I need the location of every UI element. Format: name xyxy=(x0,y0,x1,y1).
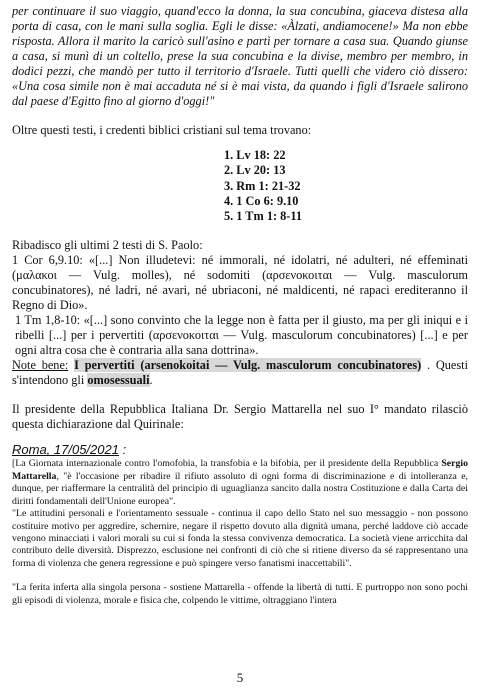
spacer xyxy=(12,432,468,442)
reference-item: 5. 1 Tm 1: 8-11 xyxy=(224,209,302,224)
spacer xyxy=(12,388,468,402)
spacer xyxy=(12,224,468,238)
date-line xyxy=(12,442,468,458)
quote-paragraph-3: "La ferita inferta alla singola persona - sostiene Mattarella - offende la libertà di tutti. E purtroppo non sono pochi gli episodi di violenza, morale e fisica che, colpendo le vittime, oltraggiano l'intera xyxy=(12,582,468,606)
spacer xyxy=(12,109,468,123)
tm-quote: 1 Tm 1,8-10: «[...] sono convinto che la legge non è fatta per il giusto, ma per gli iniqui e i ribelli [...] per i pervertiti (αρσενοκοιται — Vulg. masculorum concubinatores) [...] e per ogni altra cosa che è contraria alla sana dottrina». xyxy=(15,313,468,358)
note-bold: I pervertiti (arsenokoitai — Vulg. masculorum concubinatores) xyxy=(74,358,422,373)
date-suffix: : xyxy=(118,442,127,458)
reference-item: 4. 1 Co 6: 9.10 xyxy=(224,193,299,208)
intro-paragraph: per continuare il suo viaggio, quand'ecco la donna, la sua concubina, giaceva distesa alla porta di casa, con le mani sulla soglia. Egli le disse: «Àlzati, andiamocene!» Ma non ebbe risposta. Allora il marito la caricò sull'asino e partì per tornare a casa sua. Quando giunse a casa, si munì di un coltello, prese la sua concubina e la divise, membro per membro, in dodici pezzi, che mandò per tutto il territorio d'Israele. Tutti quelli che videro ciò dissero: «Una cosa simile non è mai accaduta né si è mai vista, da quando i figli d'Israele salirono dal paese d'Egitto fino al giorno d'oggi!" xyxy=(12,4,468,108)
president-intro: Il presidente della Repubblica Italiana Dr. Sergio Mattarella nel suo I° mandato rilasciò questa dichiarazione dal Quirinale: xyxy=(12,402,468,432)
spacer xyxy=(12,570,468,582)
reference-item: 3. Rm 1: 21-32 xyxy=(224,178,301,193)
others-intro: Oltre questi testi, i credenti biblici cristiani sul tema trovano: xyxy=(12,123,312,137)
quote1-name: Sergio Mattarella xyxy=(12,458,468,482)
reference-item: 1. Lv 18: 22 xyxy=(224,148,286,162)
quote-paragraph-1 xyxy=(12,458,468,508)
reference-list xyxy=(224,148,468,224)
note-end: . xyxy=(149,373,153,388)
reference-item: 2. Lv 20: 13 xyxy=(224,163,286,178)
note-bene xyxy=(12,358,468,388)
note-bold2: omosessuali xyxy=(87,373,150,388)
reiterate-line: Ribadisco gli ultimi 2 testi di S. Paolo: xyxy=(12,238,203,253)
quote1-post: , "è l'occasione per ribadire il rifiuto assoluto di ogni forma di discriminazione e di intolleranza e, dunque, per riaffermare la centralità del principio di uguaglianza sancito dalla nostra Costituzione e dalla Carta dei diritti fondamentali dell'Unione europea". xyxy=(12,470,468,507)
quote-paragraph-2: "Le attitudini personali e l'orientamento sessuale - continua il capo dello Stato nel suo messaggio - non possono costituire motivo per aggredire, schernire, negare il rispetto dovuto alla dignità umana, perché laddove ciò accade vengono minacciati i valori morali su cui si fonda la stessa convivenza democratica. La società viene arricchita dal contributo delle diversità. Disprezzo, esclusione nei confronti di ciò che si ritiene diverso da sé rappresentano una forma di violenza che genera regressione e può spingere verso fanatismi inaccettabili". xyxy=(12,508,468,569)
page-number: 5 xyxy=(236,670,244,685)
quote1-pre: [La Giornata internazionale contro l'omofobia, la transfobia e la bifobia, per il presidente della Repubblica xyxy=(12,458,442,470)
note-label: Note bene: xyxy=(12,358,69,373)
note-middle: . Questi s'intendono gli xyxy=(12,358,469,388)
cor-quote: 1 Cor 6,9.10: «[...] Non illudetevi: né immorali, né idolatri, né adulteri, né effeminati (μαλακοι — Vulg. molles), né sodomiti (αρσενοκοιται — Vulg. masculorum concubinatores), né ladri, né avari, né ubriaconi, né maldicenti, né rapaci erediteranno il Regno di Dio». xyxy=(12,253,468,313)
date-text: Roma, 17/05/2021 xyxy=(12,442,119,458)
